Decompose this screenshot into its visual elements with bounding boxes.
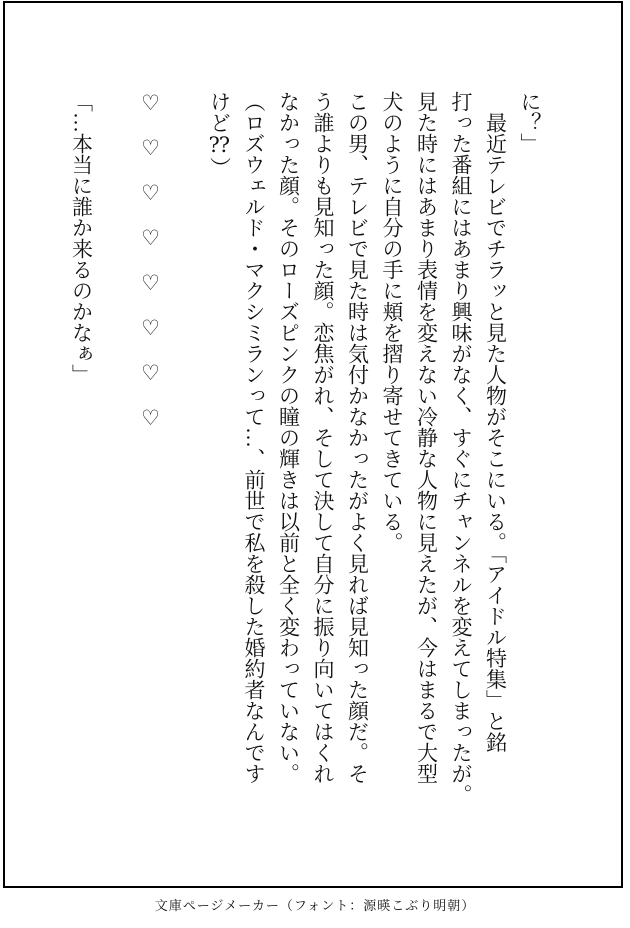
footer (0, 896, 630, 916)
blank-line (168, 91, 203, 811)
text-line: （ロズウェルド・マクシミランって…、前世で私を殺した婚約者なんです (242, 91, 266, 784)
text-line: 最近テレビでチラッと見た人物がそこにいる。「アイドル特集」と銘 (483, 91, 508, 753)
text-line: 見た時にはあまり表情を変えない冷静な人物に見えたが、今はまるで大型 (414, 91, 439, 784)
text-line: なかった顔。そのローズピンクの瞳の輝きは以前と全く変わっていない。 (276, 91, 301, 784)
text-line: けど⁇） (207, 91, 232, 178)
footer-caption: 文庫ページメーカー（フォント：源暎こぶり明朝） (154, 898, 476, 913)
text-line: う誰よりも見知った顔。恋焦がれ、そして決して自分に振り向いてはくれ (311, 91, 335, 784)
text-line: に？」 (518, 91, 542, 154)
text-line: この男、テレビで見た時は気付かなかったがよく見れば見知った顔だ。そ (345, 91, 370, 784)
hearts-line: ♡ ♡ ♡ ♡ ♡ ♡ ♡ ♡ (138, 91, 163, 430)
blank-line (99, 91, 134, 811)
page-frame (3, 1, 623, 888)
vertical-text-block (64, 91, 547, 811)
text-line: 「…本当に誰か来るのかなぁ」 (69, 91, 94, 385)
text-line: 打った番組にはあまり興味がなく、すぐにチャンネルを変えてしまったが。 (449, 91, 473, 805)
text-line: 犬のように自分の手に頬を摺り寄せてきている。 (380, 91, 404, 553)
